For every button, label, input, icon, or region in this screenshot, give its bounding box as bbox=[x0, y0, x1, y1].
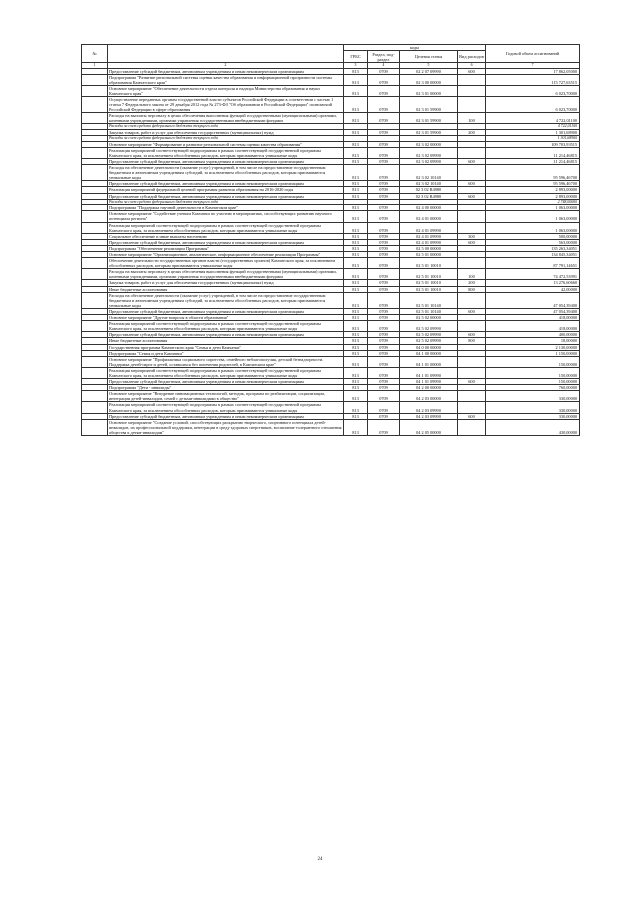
row-expense-type-cell bbox=[458, 356, 486, 367]
column-index: 2 bbox=[108, 63, 344, 68]
row-target-article-cell: 02 4 01 09990 bbox=[400, 222, 458, 233]
row-name-cell: Предоставление субсидий бюджетным, автономным учреждениям и иным некоммерческим организациям bbox=[108, 68, 344, 74]
row-name-cell: Основное мероприятие "Создание условий, способствующих раскрытию творческого, спортивного потенциала детей-инвалидов, их профессиональной поддержки, интеграции в среду здоровых сверстников, воспитание толерантного отношения общества к детям-инвалидам" bbox=[109, 419, 342, 435]
table-row bbox=[82, 391, 580, 402]
row-name-cell: Основное мероприятие "Профилактика социального сиротства, семейного неблагополучия, детской безнадзорности. Поддержка детей-сирот и детей, оставшихся без попечения родителей, в Камчатском крае" bbox=[108, 356, 344, 367]
row-expense-type-cell: 200 bbox=[458, 280, 486, 286]
row-name-cell: Реализация мероприятий соответствующей подпрограммы в рамках соответствующей государственной программы Камчатского края, за исключением обособленных расходов, которым присваиваются уникальные коды bbox=[108, 321, 344, 332]
row-name-cell: Подпрограмма "Обеспечение реализации Программы" bbox=[108, 245, 344, 251]
row-target-article-cell: 04 1 01 09990 bbox=[400, 379, 458, 385]
row-expense-type-cell: 600 bbox=[458, 68, 486, 74]
row-target-article-cell: 02 5 01 10010 bbox=[400, 286, 458, 292]
table-header bbox=[82, 45, 580, 69]
row-name-cell: Подпрограмма "Развитие региональной системы оценки качества образования и информационной прозрачности системы образования Камчатского края" bbox=[108, 74, 344, 85]
row-expense-type-cell bbox=[458, 402, 486, 413]
row-amount-cell: 1 301,68900 bbox=[486, 136, 580, 142]
row-grbs-cell: 813 bbox=[344, 211, 368, 222]
table-row bbox=[82, 96, 580, 112]
row-grbs-cell: 813 bbox=[344, 350, 368, 356]
row-num-cell bbox=[82, 96, 108, 112]
row-amount-cell: 95 596,46700 bbox=[486, 165, 580, 181]
row-amount-cell: 47 054,39400 bbox=[486, 292, 580, 308]
row-amount-cell: 87 791,14651 bbox=[486, 258, 580, 269]
row-razdel-cell: 0709 bbox=[368, 113, 400, 124]
row-amount-cell: 17 862,05000 bbox=[486, 68, 580, 74]
row-razdel-cell: 0709 bbox=[368, 402, 400, 413]
row-amount-cell: 6 023,70000 bbox=[486, 85, 580, 96]
row-grbs-cell: 813 bbox=[344, 413, 368, 419]
row-grbs-cell: 813 bbox=[344, 96, 368, 112]
row-target-article-cell: 02 5 01 10010 bbox=[400, 280, 458, 286]
row-name-cell: Предоставление субсидий бюджетным, автономным учреждениям и иным некоммерческим организациям bbox=[108, 332, 344, 338]
row-target-article-cell: 02 2 07 09990 bbox=[400, 68, 458, 74]
row-amount-cell: 74 472,53991 bbox=[486, 269, 580, 280]
row-name-cell: Основное мероприятие "Другие вопросы в области образования" bbox=[108, 315, 344, 321]
row-num-cell bbox=[82, 391, 108, 402]
row-name-cell: Подпрограмма "Семья и дети Камчатки" bbox=[108, 350, 344, 356]
budget-allocation-table bbox=[81, 44, 580, 436]
row-expense-type-cell bbox=[458, 96, 486, 112]
row-razdel-cell: 0709 bbox=[368, 193, 400, 199]
row-target-article-cell: 04 2 03 00000 bbox=[400, 391, 458, 402]
row-amount-cell: 1 063,00000 bbox=[486, 205, 580, 211]
row-amount-cell: 330,00000 bbox=[486, 402, 580, 413]
row-expense-type-cell bbox=[458, 321, 486, 332]
row-grbs-cell: 813 bbox=[344, 68, 368, 74]
table-row bbox=[82, 258, 580, 269]
row-amount-cell: 330,00000 bbox=[486, 391, 580, 402]
row-grbs-cell: 813 bbox=[344, 419, 368, 435]
row-amount-cell: 115 727,63515 bbox=[486, 74, 580, 85]
row-name-cell: Предоставление субсидий бюджетным, автономным учреждениям и иным некоммерческим организациям bbox=[108, 181, 344, 187]
row-target-article-cell: 02 4 01 09990 bbox=[400, 239, 458, 245]
row-name-cell: Предоставление субсидий бюджетным, автономным учреждениям и иным некоммерческим организациям bbox=[108, 308, 344, 314]
row-name-cell: Расходы за счет средств федерального бюджета текущего года bbox=[108, 124, 344, 130]
row-razdel-cell: 0709 bbox=[368, 338, 400, 344]
row-expense-type-cell: 300 bbox=[458, 233, 486, 239]
row-expense-type-cell bbox=[458, 165, 486, 181]
row-target-article-cell: 04 1 01 00000 bbox=[400, 356, 458, 367]
header-codes: коды bbox=[344, 45, 486, 51]
table-row bbox=[82, 85, 580, 96]
row-grbs-cell: 813 bbox=[344, 141, 368, 147]
row-target-article-cell: 02 3 02 10140 bbox=[400, 165, 458, 181]
row-razdel-cell: 0709 bbox=[368, 239, 400, 245]
row-grbs-cell: 813 bbox=[344, 356, 368, 367]
row-amount-cell: 1 063,00000 bbox=[486, 222, 580, 233]
row-expense-type-cell bbox=[458, 367, 486, 378]
row-grbs-cell: 813 bbox=[344, 402, 368, 413]
row-razdel-cell: 0709 bbox=[368, 308, 400, 314]
row-grbs-cell: 813 bbox=[344, 338, 368, 344]
table-row bbox=[82, 211, 580, 222]
row-num-cell bbox=[82, 367, 108, 378]
row-amount-cell: 109 703,93515 bbox=[486, 141, 580, 147]
row-amount-cell: 150,00000 bbox=[486, 356, 580, 367]
row-num-cell bbox=[82, 222, 108, 233]
row-expense-type-cell: 600 bbox=[458, 239, 486, 245]
row-amount-cell: 2 130,00000 bbox=[486, 344, 580, 350]
row-num-cell bbox=[82, 321, 108, 332]
row-name-cell: Расходы на обеспечение деятельности (оказание услуг) учреждений, в том числе на предоставление государственным бюджетным и автономным учреждениям субсидий, за исключением обособленных расходов, которым присваиваются уникальные коды bbox=[108, 165, 344, 181]
row-amount-cell: 135 263,34051 bbox=[486, 245, 580, 251]
row-razdel-cell: 0709 bbox=[368, 379, 400, 385]
row-razdel-cell: 0709 bbox=[368, 391, 400, 402]
row-amount-cell: 500,00000 bbox=[486, 233, 580, 239]
row-expense-type-cell: 800 bbox=[458, 338, 486, 344]
table-row bbox=[82, 367, 580, 378]
header-grbs: ГРБС bbox=[344, 51, 368, 63]
row-razdel-cell: 0709 bbox=[368, 165, 400, 181]
row-name-cell: Основное мероприятие "Обеспечение деятельности отдела контроля и надзора Министерства образования и науки Камчатского края" bbox=[108, 85, 344, 96]
column-index: 3 bbox=[344, 63, 368, 68]
row-grbs-cell: 813 bbox=[344, 159, 368, 165]
row-grbs-cell: 813 bbox=[344, 379, 368, 385]
row-target-article-cell: 04 2 03 09990 bbox=[400, 413, 458, 419]
row-amount-cell: 95 596,46700 bbox=[486, 181, 580, 187]
row-name-cell: Реализация мероприятий соответствующей подпрограммы в рамках соответствующей государственной программы Камчатского края, за исключением обособленных расходов, которым присваиваются уникальные коды bbox=[108, 402, 344, 413]
row-expense-type-cell bbox=[458, 258, 486, 269]
row-name-cell: Реализация мероприятий соответствующей подпрограммы в рамках соответствующей государственной программы Камчатского края, за исключением обособленных расходов, которым присваиваются уникальные коды bbox=[108, 147, 344, 158]
row-grbs-cell: 813 bbox=[344, 344, 368, 350]
table-body bbox=[82, 68, 580, 436]
row-grbs-cell: 813 bbox=[344, 147, 368, 158]
row-grbs-cell: 813 bbox=[344, 286, 368, 292]
header-name-blank bbox=[108, 45, 344, 63]
row-grbs-cell: 813 bbox=[344, 239, 368, 245]
row-name-cell: Расходы за счет средств федерального бюджета текущего года bbox=[108, 199, 344, 205]
row-target-article-cell: 02 5 02 09990 bbox=[400, 332, 458, 338]
row-expense-type-cell: 100 bbox=[458, 269, 486, 280]
row-grbs-cell: 813 bbox=[344, 315, 368, 321]
row-razdel-cell: 0709 bbox=[368, 222, 400, 233]
row-razdel-cell: 0709 bbox=[368, 96, 400, 112]
column-index: 4 bbox=[368, 63, 400, 68]
row-expense-type-cell: 600 bbox=[458, 193, 486, 199]
row-num-cell bbox=[82, 292, 108, 308]
row-amount-cell: 400,00000 bbox=[486, 332, 580, 338]
column-index: 6 bbox=[458, 63, 486, 68]
row-target-article-cell: 02 3 01 00000 bbox=[400, 85, 458, 96]
table-row bbox=[82, 402, 580, 413]
row-grbs-cell: 813 bbox=[344, 193, 368, 199]
row-name-cell: Расходы на выплаты персоналу в целях обеспечения выполнения функций государственными (муниципальными) органами, казенными учреждениями, органами управления государственными внебюджетными фондами bbox=[108, 269, 344, 280]
row-expense-type-cell: 800 bbox=[458, 286, 486, 292]
row-razdel-cell: 0709 bbox=[368, 141, 400, 147]
row-expense-type-cell bbox=[458, 211, 486, 222]
row-amount-cell: 42,00000 bbox=[486, 286, 580, 292]
row-expense-type-cell: 600 bbox=[458, 308, 486, 314]
table-row bbox=[82, 321, 580, 332]
row-name-cell: Реализация мероприятий федеральной целевой программы развития образования на 2016-2020 годы bbox=[108, 187, 344, 193]
row-name-cell: Социальное обеспечение и иные выплаты населению bbox=[108, 233, 344, 239]
row-grbs-cell: 813 bbox=[344, 233, 368, 239]
row-num-cell bbox=[82, 269, 108, 280]
row-grbs-cell: 813 bbox=[344, 165, 368, 181]
row-target-article-cell: 04 1 00 00000 bbox=[400, 350, 458, 356]
row-expense-type-cell: 600 bbox=[458, 181, 486, 187]
row-name-cell: Предоставление субсидий бюджетным, автономным учреждениям и иным некоммерческим организациям bbox=[108, 193, 344, 199]
row-expense-type-cell: 600 bbox=[458, 413, 486, 419]
header-celevaya: Целевая статья bbox=[400, 51, 458, 63]
row-expense-type-cell: 600 bbox=[458, 379, 486, 385]
row-name-cell: Подпрограмма "Поддержка научной деятельности в Камчатском крае" bbox=[108, 205, 344, 211]
row-razdel-cell: 0709 bbox=[368, 181, 400, 187]
row-amount-cell: 1 301,68900 bbox=[486, 130, 580, 136]
table-row bbox=[82, 113, 580, 124]
row-name-cell: Обеспечение деятельности государственных органов власти (государственных органов) Камчатского края, за исключением обособленных расходов, которым присваиваются уникальные коды bbox=[108, 258, 344, 269]
row-grbs-cell: 813 bbox=[344, 130, 368, 136]
row-target-article-cell: 02 3 02 R4980 bbox=[400, 187, 458, 193]
row-num-cell bbox=[82, 147, 108, 158]
row-target-article-cell: 02 5 01 10010 bbox=[400, 269, 458, 280]
row-expense-type-cell bbox=[458, 292, 486, 308]
row-target-article-cell: 02 5 01 00000 bbox=[400, 252, 458, 258]
row-name-cell: Закупка товаров, работ и услуг для обеспечения государственных (муниципальных) нужд bbox=[108, 280, 344, 286]
row-razdel-cell: 0709 bbox=[368, 385, 400, 391]
table-row bbox=[82, 356, 580, 367]
row-name-cell: Основное мероприятие "Содействие ученым Камчатки по участию в мероприятиях, способствующих развитию научного потенциала региона" bbox=[108, 211, 344, 222]
row-razdel-cell: 0709 bbox=[368, 321, 400, 332]
row-target-article-cell: 02 5 02 00000 bbox=[400, 315, 458, 321]
table-row bbox=[82, 269, 580, 280]
row-razdel-cell: 0709 bbox=[368, 315, 400, 321]
row-name-cell: Основное мероприятие "Формирование и развитие региональной системы оценки качества образования" bbox=[108, 141, 344, 147]
row-target-article-cell: 02 5 02 09990 bbox=[400, 338, 458, 344]
row-expense-type-cell bbox=[458, 391, 486, 402]
row-grbs-cell: 813 bbox=[344, 385, 368, 391]
row-grbs-cell: 813 bbox=[344, 292, 368, 308]
row-grbs-cell: 813 bbox=[344, 113, 368, 124]
page-number: 24 bbox=[317, 857, 323, 862]
row-grbs-cell: 813 bbox=[344, 222, 368, 233]
row-expense-type-cell bbox=[458, 419, 486, 435]
row-num-cell bbox=[82, 258, 108, 269]
row-razdel-cell: 0709 bbox=[368, 205, 400, 211]
row-razdel-cell: 0709 bbox=[368, 413, 400, 419]
row-name-cell: Иные бюджетные ассигнования bbox=[108, 338, 344, 344]
row-razdel-cell: 0709 bbox=[368, 74, 400, 85]
row-expense-type-cell: 100 bbox=[458, 113, 486, 124]
row-grbs-cell: 813 bbox=[344, 187, 368, 193]
row-target-article-cell: 04 2 03 09990 bbox=[400, 402, 458, 413]
row-amount-cell: 6 023,70000 bbox=[486, 96, 580, 112]
row-razdel-cell: 0709 bbox=[368, 147, 400, 158]
row-name-cell: Реализация мероприятий соответствующей подпрограммы в рамках соответствующей государственной программы Камчатского края, за исключением обособленных расходов, которым присваиваются уникальные коды bbox=[108, 367, 344, 378]
row-name-cell: Расходы на выплаты персоналу в целях обеспечения выполнения функций государственными (муниципальными) органами, казенными учреждениями, органами управления государственными внебюджетными фондами bbox=[108, 113, 344, 124]
row-grbs-cell: 813 bbox=[344, 321, 368, 332]
row-expense-type-cell bbox=[458, 85, 486, 96]
row-amount-cell: 18,00000 bbox=[486, 338, 580, 344]
row-amount-cell: 563,00000 bbox=[486, 239, 580, 245]
table-row bbox=[82, 419, 580, 435]
row-amount-cell: 4 722,01100 bbox=[486, 113, 580, 124]
row-razdel-cell: 0709 bbox=[368, 159, 400, 165]
row-razdel-cell: 0709 bbox=[368, 419, 400, 435]
row-expense-type-cell bbox=[458, 147, 486, 158]
row-amount-cell: 150,00000 bbox=[486, 367, 580, 378]
row-target-article-cell: 02 3 02 09990 bbox=[400, 159, 458, 165]
row-target-article-cell: 02 4 00 00000 bbox=[400, 205, 458, 211]
column-index: 5 bbox=[400, 63, 458, 68]
row-razdel-cell: 0709 bbox=[368, 85, 400, 96]
row-amount-cell: 760,00000 bbox=[486, 385, 580, 391]
row-num-cell bbox=[82, 113, 108, 124]
row-amount-cell: 2 893,00000 bbox=[486, 187, 580, 193]
row-razdel-cell: 0709 bbox=[368, 252, 400, 258]
row-razdel-cell: 0709 bbox=[368, 245, 400, 251]
row-target-article-cell: 04 0 00 00000 bbox=[400, 344, 458, 350]
row-name-cell: Расходы на обеспечение деятельности (оказание услуг) учреждений, в том числе на предоставление государственным бюджетным и автономным учреждениям субсидий, за исключением обособленных расходов, которым присваиваются уникальные коды bbox=[108, 292, 344, 308]
row-razdel-cell: 0709 bbox=[368, 187, 400, 193]
row-amount-cell: 2 748,00000 bbox=[486, 199, 580, 205]
row-amount-cell: 418,00000 bbox=[486, 315, 580, 321]
row-target-article-cell: 02 3 01 59900 bbox=[400, 113, 458, 124]
row-target-article-cell: 02 5 00 00000 bbox=[400, 245, 458, 251]
header-amount: Годовой объем ассигнований bbox=[486, 45, 580, 63]
row-grbs-cell: 813 bbox=[344, 269, 368, 280]
row-grbs-cell: 813 bbox=[344, 252, 368, 258]
row-num-cell bbox=[82, 356, 108, 367]
row-num-cell bbox=[82, 74, 108, 85]
row-amount-cell: 2 893,00000 bbox=[486, 193, 580, 199]
row-target-article-cell: 02 3 02 09990 bbox=[400, 147, 458, 158]
row-grbs-cell: 813 bbox=[344, 391, 368, 402]
row-name-cell: Подпрограмма "Дети - инвалиды" bbox=[108, 385, 344, 391]
header-num: № bbox=[82, 45, 108, 63]
row-razdel-cell: 0709 bbox=[368, 356, 400, 367]
header-vid: Вид расходов bbox=[458, 51, 486, 63]
row-target-article-cell: 04 1 01 09990 bbox=[400, 367, 458, 378]
row-amount-cell: 4 722,01100 bbox=[486, 124, 580, 130]
row-razdel-cell: 0709 bbox=[368, 350, 400, 356]
row-name-cell: Осуществление переданных органам государственной власти субъектов Российской Федерации в соответствии с частью 1 статьи 7 Федерального закона от 29 декабря 2012 года № 273-ФЗ "Об образовании в Российской Федерации" полномочий Российской Федерации в сфере образования bbox=[108, 96, 344, 112]
row-expense-type-cell: 600 bbox=[458, 332, 486, 338]
row-name-cell: Основное мероприятие "Организационное, аналитическое, информационное обеспечение реализации Программы" bbox=[108, 252, 344, 258]
row-razdel-cell: 0709 bbox=[368, 233, 400, 239]
budget-table-sheet bbox=[81, 44, 579, 436]
row-target-article-cell: 02 4 01 00000 bbox=[400, 211, 458, 222]
row-grbs-cell: 813 bbox=[344, 332, 368, 338]
row-amount-cell: 418,00000 bbox=[486, 321, 580, 332]
row-target-article-cell: 02 5 01 10140 bbox=[400, 292, 458, 308]
table-row bbox=[82, 74, 580, 85]
row-target-article-cell: 02 3 02 R4980 bbox=[400, 193, 458, 199]
row-name-cell: Предоставление субсидий бюджетным, автономным учреждениям и иным некоммерческим организациям bbox=[108, 379, 344, 385]
table-row bbox=[82, 292, 580, 308]
row-target-article-cell: 02 5 02 09990 bbox=[400, 321, 458, 332]
row-target-article-cell: 02 3 00 00000 bbox=[400, 74, 458, 85]
row-grbs-cell: 813 bbox=[344, 181, 368, 187]
row-target-article-cell: 02 3 02 10140 bbox=[400, 181, 458, 187]
row-name-cell: Реализация мероприятий соответствующей подпрограммы в рамках соответствующей государственной программы Камчатского края, за исключением обособленных расходов, которым присваиваются уникальные коды bbox=[108, 222, 344, 233]
row-razdel-cell: 0709 bbox=[368, 332, 400, 338]
row-expense-type-cell: 200 bbox=[458, 130, 486, 136]
row-target-article-cell: 02 3 02 00000 bbox=[400, 141, 458, 147]
row-target-article-cell: 04 2 05 00000 bbox=[400, 419, 458, 435]
row-num-cell bbox=[82, 402, 108, 413]
row-razdel-cell: 0709 bbox=[368, 292, 400, 308]
table-row bbox=[82, 222, 580, 233]
row-num-cell bbox=[82, 85, 108, 96]
row-num-cell bbox=[82, 165, 108, 181]
row-razdel-cell: 0709 bbox=[368, 280, 400, 286]
row-razdel-cell: 0709 bbox=[368, 286, 400, 292]
row-grbs-cell: 813 bbox=[344, 280, 368, 286]
row-grbs-cell: 813 bbox=[344, 308, 368, 314]
row-name-cell: Иные бюджетные ассигнования bbox=[108, 286, 344, 292]
row-amount-cell: 1 063,00000 bbox=[486, 211, 580, 222]
row-name-cell: Государственная программа Камчатского края "Семья и дети Камчатки" bbox=[108, 344, 344, 350]
row-name-cell: Основное мероприятие "Внедрение инновационных технологий, методик, программ по реабилитации, социализации, интеграции детей-инвалидов, семей с детьми-инвалидами в общество" bbox=[108, 391, 344, 402]
row-razdel-cell: 0709 bbox=[368, 68, 400, 74]
row-target-article-cell: 02 3 01 59900 bbox=[400, 96, 458, 112]
row-num-cell bbox=[82, 211, 108, 222]
row-target-article-cell: 02 5 01 10140 bbox=[400, 308, 458, 314]
row-grbs-cell: 813 bbox=[344, 245, 368, 251]
row-grbs-cell: 813 bbox=[344, 258, 368, 269]
row-target-article-cell: 04 2 00 00000 bbox=[400, 385, 458, 391]
row-amount-cell: 150,00000 bbox=[486, 379, 580, 385]
row-amount-cell: 430,00000 bbox=[486, 419, 580, 435]
row-amount-cell: 47 054,39400 bbox=[486, 308, 580, 314]
row-name-cell: Закупка товаров, работ и услуг для обеспечения государственных (муниципальных) нужд bbox=[108, 130, 344, 136]
row-amount-cell: 11 214,46815 bbox=[486, 159, 580, 165]
row-grbs-cell: 813 bbox=[344, 85, 368, 96]
row-amount-cell: 11 214,46815 bbox=[486, 147, 580, 158]
row-amount-cell: 1 150,00000 bbox=[486, 350, 580, 356]
row-target-article-cell: 02 3 01 59900 bbox=[400, 130, 458, 136]
row-name-cell: Предоставление субсидий бюджетным, автономным учреждениям и иным некоммерческим организациям bbox=[108, 413, 344, 419]
row-amount-cell: 330,00000 bbox=[486, 413, 580, 419]
row-target-article-cell: 02 5 01 10010 bbox=[400, 258, 458, 269]
table-row bbox=[82, 147, 580, 158]
row-razdel-cell: 0709 bbox=[368, 130, 400, 136]
row-num-cell bbox=[82, 419, 108, 435]
row-name-cell: Расходы за счет средств федерального бюджета текущего года bbox=[108, 136, 344, 142]
row-target-article-cell: 02 4 01 09990 bbox=[400, 233, 458, 239]
row-expense-type-cell: 600 bbox=[458, 159, 486, 165]
column-index: 7 bbox=[486, 63, 580, 68]
row-expense-type-cell bbox=[458, 74, 486, 85]
row-grbs-cell: 813 bbox=[344, 74, 368, 85]
row-razdel-cell: 0709 bbox=[368, 367, 400, 378]
row-razdel-cell: 0709 bbox=[368, 258, 400, 269]
header-razdel: Раздел, под-раздел bbox=[368, 51, 400, 63]
row-grbs-cell: 813 bbox=[344, 367, 368, 378]
row-razdel-cell: 0709 bbox=[368, 344, 400, 350]
row-razdel-cell: 0709 bbox=[368, 211, 400, 222]
row-razdel-cell: 0709 bbox=[368, 269, 400, 280]
row-expense-type-cell bbox=[458, 222, 486, 233]
column-index: 1 bbox=[82, 63, 108, 68]
row-name-cell: Предоставление субсидий бюджетным, автономным учреждениям и иным некоммерческим организациям bbox=[108, 159, 344, 165]
table-row bbox=[82, 165, 580, 181]
row-grbs-cell: 813 bbox=[344, 205, 368, 211]
row-amount-cell: 13 276,60660 bbox=[486, 280, 580, 286]
row-name-cell: Предоставление субсидий бюджетным, автономным учреждениям и иным некоммерческим организациям bbox=[108, 239, 344, 245]
row-amount-cell: 134 845,34051 bbox=[486, 252, 580, 258]
